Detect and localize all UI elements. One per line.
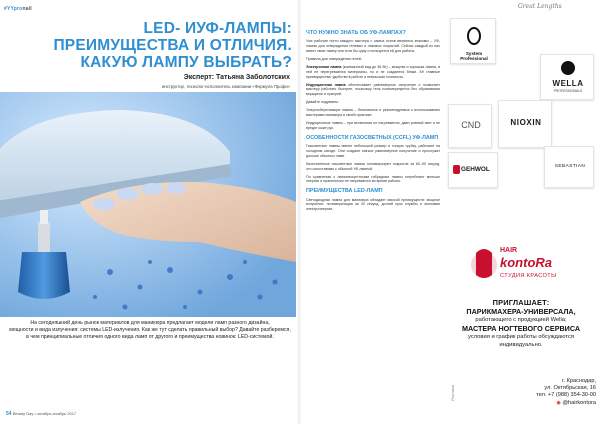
folio-text: Beauty Day • октябрь-ноябрь 2017 bbox=[12, 411, 77, 416]
nail-2 bbox=[117, 188, 139, 200]
nail-1 bbox=[93, 198, 115, 210]
instagram-icon: ◉ bbox=[556, 399, 561, 406]
wella-label: WELLA bbox=[552, 79, 584, 88]
photo-illustration bbox=[0, 92, 296, 317]
sp-label: System Professional bbox=[460, 51, 488, 61]
expert-name: Эксперт: Татьяна Заболотских bbox=[183, 74, 290, 81]
paragraph-8: Газосветные лампы имеют небольшой размер и тонкую трубку, работают на холодном катоде. Они создают мягкое равномерное излучение и прослужат дольше обычных ламп. bbox=[306, 144, 440, 158]
caption-line-1: На сегодняшний день рынок материалов для маникюра предлагает модели ламп разного дизайна, bbox=[30, 320, 270, 326]
caption-line-2: мощности и вида излучения: системы LED-излучения. Как же тут сделать правильный выбор? Давайте разберемся, bbox=[9, 327, 291, 333]
subheading-led: ПРЕИМУЩЕСТВА LED-ЛАМП bbox=[306, 188, 383, 195]
section-tag-label: #YYpro bbox=[4, 6, 23, 12]
nail-4 bbox=[166, 183, 186, 194]
invite-line-2: работающего с продукцией Wella; bbox=[475, 317, 567, 323]
section-tag-suffix: nail bbox=[22, 6, 32, 12]
expert-role: инструктор, технолог-исполнитель компании «Формула Профи» bbox=[161, 84, 290, 89]
invite-line-4: условия и график работы обсуждаются bbox=[467, 334, 574, 340]
logo-portrait-icon bbox=[476, 249, 492, 278]
article-photo bbox=[0, 92, 296, 317]
contact-instagram-row bbox=[468, 400, 596, 407]
paragraph-4-text: обеспечивает равномерное излучение и позволяет мастеру работать быстрее, поскольку гель полимеризуется без образования морщинок и пузырей. bbox=[306, 82, 440, 97]
nail-3 bbox=[141, 183, 163, 195]
gehwol-logo-icon bbox=[453, 165, 460, 174]
headline-line-1: LED- ИУФ-ЛАМПЫ: bbox=[143, 20, 292, 37]
page-number: 54 bbox=[6, 411, 12, 417]
bottle-brush-cap bbox=[38, 222, 50, 252]
sp-logo-icon bbox=[467, 27, 481, 45]
wella-sublabel: PROFESSIONALS bbox=[553, 89, 583, 93]
gehwol-label: GEHWOL bbox=[461, 166, 490, 173]
paragraph-3-lead: Электронная лампа bbox=[306, 64, 342, 69]
brand-tiles bbox=[448, 14, 596, 192]
tile-wella bbox=[540, 54, 594, 100]
invite-line-3: МАСТЕРА НОГТЕВОГО СЕРВИСА bbox=[461, 324, 581, 333]
tile-cnd bbox=[448, 104, 492, 148]
paragraph-6: Энергосберегающие лампы – безопасные и рекомендуемые к использованию мастерами маникюра в своей практике. bbox=[306, 108, 440, 118]
nail-polish-bottle bbox=[18, 252, 70, 299]
ad-top-brand: Great Lengths bbox=[518, 3, 562, 10]
paragraph-11: Светодиодная лампа для маникюра обладает массой преимуществ: мощное излучение, полимеризация за 30 секунд, долгий срок службы и экономия электроэнергии. bbox=[306, 197, 440, 212]
paragraph-7: Индукционные лампы – при включении не нагреваются, дают ровный свет и не вредят коже рук. bbox=[306, 120, 440, 130]
headline-line-2: ПРЕИМУЩЕСТВА И ОТЛИЧИЯ. bbox=[53, 37, 292, 54]
photo-caption bbox=[6, 320, 294, 341]
tile-nioxin bbox=[498, 100, 552, 148]
article-headline bbox=[30, 20, 292, 71]
hair-kontora-logo bbox=[470, 245, 580, 285]
paragraph-4 bbox=[306, 83, 440, 98]
contact-instagram: @hairkontora bbox=[562, 399, 596, 406]
gutter bbox=[298, 0, 304, 424]
nioxin-label: NIOXIN bbox=[510, 118, 542, 127]
contact-phone: тел. +7 (988) 354-30-00 bbox=[536, 392, 596, 399]
contact-city: г. Краснодар, bbox=[562, 378, 596, 384]
contact-street: ул. Октябрьская, 16 bbox=[544, 385, 596, 392]
logo-name-2: kontoRa bbox=[500, 255, 552, 270]
paragraph-5: Давайте подумаем: bbox=[306, 100, 339, 105]
invite-line-5: индивидуально. bbox=[499, 342, 543, 348]
subheading-ccfl: ОСОБЕННОСТИ ГАЗОСВЕТНЫХ (CCFL) УФ-ЛАМП bbox=[306, 134, 439, 141]
article-column bbox=[306, 30, 440, 420]
subheading-what-to-know: ЧТО НУЖНО ЗНАТЬ ОБ УФ-ЛАМПАХ? bbox=[306, 30, 406, 36]
bottle-brush bbox=[40, 210, 48, 224]
logo-name-1: HAIR bbox=[500, 247, 518, 254]
paragraph-1: Уже рабочие ногти каждого мастера с самых основ являются знакомы – УФ-лампы для отверждения гелевых и лаковых покрытий. Сейчас каждый из нас имеет свою лампу или хотя бы одну и пользуется ей для работы. bbox=[306, 39, 440, 54]
job-invitation bbox=[446, 298, 596, 349]
cnd-label: CND bbox=[461, 120, 481, 130]
sebastian-label: SEBASTIAN bbox=[554, 164, 586, 169]
tile-gehwol bbox=[448, 152, 498, 188]
tile-system-professional bbox=[450, 18, 496, 64]
headline-line-3: КАКУЮ ЛАМПУ ВЫБРАТЬ? bbox=[80, 54, 292, 71]
contacts bbox=[468, 378, 596, 407]
logo-subtitle: СТУДИЯ КРАСОТЫ bbox=[500, 273, 557, 279]
paragraph-3-text: (компактный вид до 36 Вт) – мощная и хорошая лампа, в ней не перегреваются материалы, но и не создаются блики. Её главные преимущества: удобство в работе и невысокая стоимость. bbox=[306, 64, 440, 79]
tile-sebastian bbox=[544, 146, 594, 188]
paragraph-3 bbox=[306, 65, 440, 80]
paragraph-9: Качественные газосветные лампы полимеризуют покрытие за 60–90 секунд, что сопоставимо с обычной УФ-лампой. bbox=[306, 161, 440, 171]
paragraph-4-lead: Индукционная лампа bbox=[306, 82, 346, 87]
invite-title: ПРИГЛАШАЕТ: bbox=[492, 298, 550, 307]
paragraph-10: По сравнению с люминесцентными гибридные лампы потребляют меньше энергии и практически не нагреваются во время работы. bbox=[306, 174, 440, 184]
wella-logo-icon bbox=[561, 61, 575, 75]
section-tag bbox=[4, 6, 32, 12]
ad-label: Реклама bbox=[450, 385, 455, 402]
page-folio bbox=[6, 411, 76, 417]
paragraph-2: Правила для отверждения гелей: bbox=[306, 56, 362, 61]
invite-line-1: ПАРИКМАХЕРА-УНИВЕРСАЛА, bbox=[466, 307, 576, 316]
caption-line-3: в чем принципиальные отличия одного вида ламп от другого и преимущества новинок: LED-системой. bbox=[26, 334, 274, 340]
